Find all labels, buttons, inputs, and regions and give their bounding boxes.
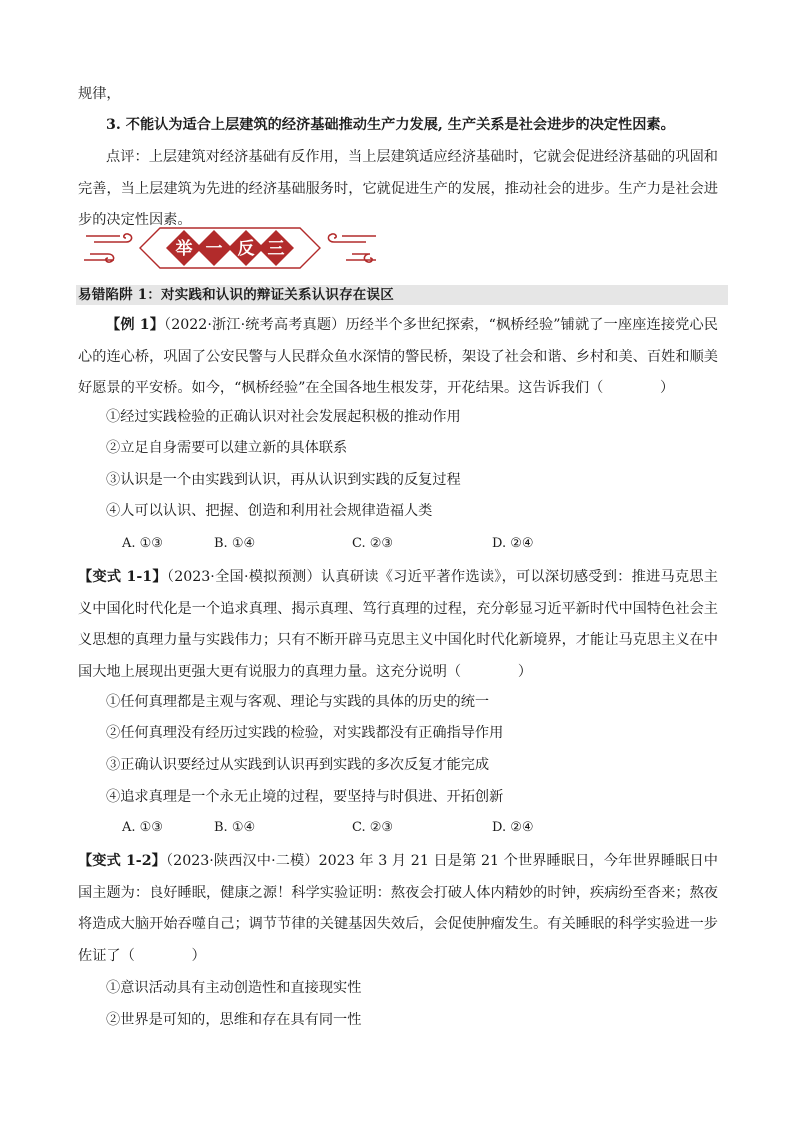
banner-right-swirl-icon — [328, 234, 376, 262]
example1-text: （2022·浙江·统考高考真题）历经半个多世纪探索，“枫桥经验”铺就了一座座连接党心民心的连心桥，巩固了公安民警与人民群众鱼水深情的警民桥，架设了社会和谐、乡村和美、百姓和顺美好愿景的平安桥。如今，“枫桥经验”在全国各地生根发芽，开花结果。这告诉我们（ ） — [78, 317, 718, 396]
variant2-option-2: ②世界是可知的，思维和存在具有同一性 — [106, 1012, 362, 1028]
variant1-choices — [122, 818, 562, 838]
variant1-label: 【变式 1-1】 — [78, 569, 167, 585]
example1-label: 【例 1】 — [106, 317, 165, 333]
variant1-option-1: ①任何真理都是主观与客观、理论与实践的具体的历史的统一 — [106, 694, 490, 710]
example1-choice-a: A. ①③ — [122, 536, 163, 551]
variant1-option-4: ④追求真理是一个永无止境的过程，要坚持与时俱进、开拓创新 — [106, 789, 504, 805]
point3-heading: 3. 不能认为适合上层建筑的经济基础推动生产力发展, 生产关系是社会进步的决定性因素。 — [106, 117, 675, 133]
variant1-choice-a: A. ①③ — [122, 820, 163, 835]
banner-char-yi: 一 — [205, 239, 223, 259]
variant2-stem — [78, 846, 718, 972]
variant2-text: （2023·陕西汉中·二模）2023 年 3 月 21 日是第 21 个世界睡眠日，今年世界睡眠日中国主题为：良好睡眠，健康之源！科学实验证明：熬夜会打破人体内精妙的时钟，疾病纷至沓来；熬夜将造成大脑开始吞噬自己；调节节律的关键基因失效后，会促使肿瘤发生。有关睡眠的科学实验进一步佐证了（ ） — [78, 853, 718, 964]
variant2-label: 【变式 1-2】 — [78, 853, 166, 869]
line-continuation: 规律， — [78, 86, 121, 102]
example1-option-1: ①经过实践检验的正确认识对社会发展起积极的推动作用 — [106, 409, 461, 425]
variant1-choice-b: B. ①④ — [214, 820, 256, 835]
example1-option-4: ④人可以认识、把握、创造和利用社会规律造福人类 — [106, 503, 433, 519]
variant1-choice-d: D. ②④ — [492, 820, 534, 835]
point3-comment: 点评：上层建筑对经济基础有反作用，当上层建筑适应经济基础时，它就会促进经济基础的巩固和完善，当上层建筑为先进的经济基础服务时，它就促进生产的发展，推动社会的进步。生产力是社会进步的决定性因素。 — [78, 149, 718, 228]
variant2-option-1: ①意识活动具有主动创造性和直接现实性 — [106, 980, 362, 996]
variant1-choice-c: C. ②③ — [352, 820, 394, 835]
banner-char-san: 三 — [267, 239, 285, 259]
variant1-stem — [78, 562, 718, 688]
example1-choice-b: B. ①④ — [214, 536, 256, 551]
example1-option-3: ③认识是一个由实践到认识，再从认识到实践的反复过程 — [106, 472, 461, 488]
trap-title: 易错陷阱 1：对实践和认识的辩证关系认识存在误区 — [76, 285, 728, 305]
banner-char-fan: 反 — [237, 239, 255, 259]
example1-choices — [122, 534, 562, 554]
example1-choice-c: C. ②③ — [352, 536, 394, 551]
variant1-text: （2023·全国·模拟预测）认真研读《习近平著作选读》，可以深切感受到：推进马克思主义中国化时代化是一个追求真理、揭示真理、笃行真理的过程，充分彰显习近平新时代中国特色社会主义思想的真理力量与实践伟力；只有不断开辟马克思主义中国化时代化新境界，才能让马克思主义在中国大地上展现出更强大更有说服力的真理力量。这充分说明（ ） — [78, 569, 718, 680]
banner-left-swirl-icon — [84, 234, 132, 262]
example1-stem — [78, 310, 718, 405]
example1-choice-d: D. ②④ — [492, 536, 534, 551]
example1-option-2: ②立足自身需要可以建立新的具体联系 — [106, 440, 348, 456]
banner-ju-yi-fan-san — [80, 220, 380, 276]
variant1-option-3: ③正确认识要经过从实践到认识再到实践的多次反复才能完成 — [106, 757, 490, 773]
banner-char-ju: 举 — [175, 239, 193, 259]
variant1-option-2: ②任何真理没有经历过实践的检验，对实践都没有正确指导作用 — [106, 725, 504, 741]
